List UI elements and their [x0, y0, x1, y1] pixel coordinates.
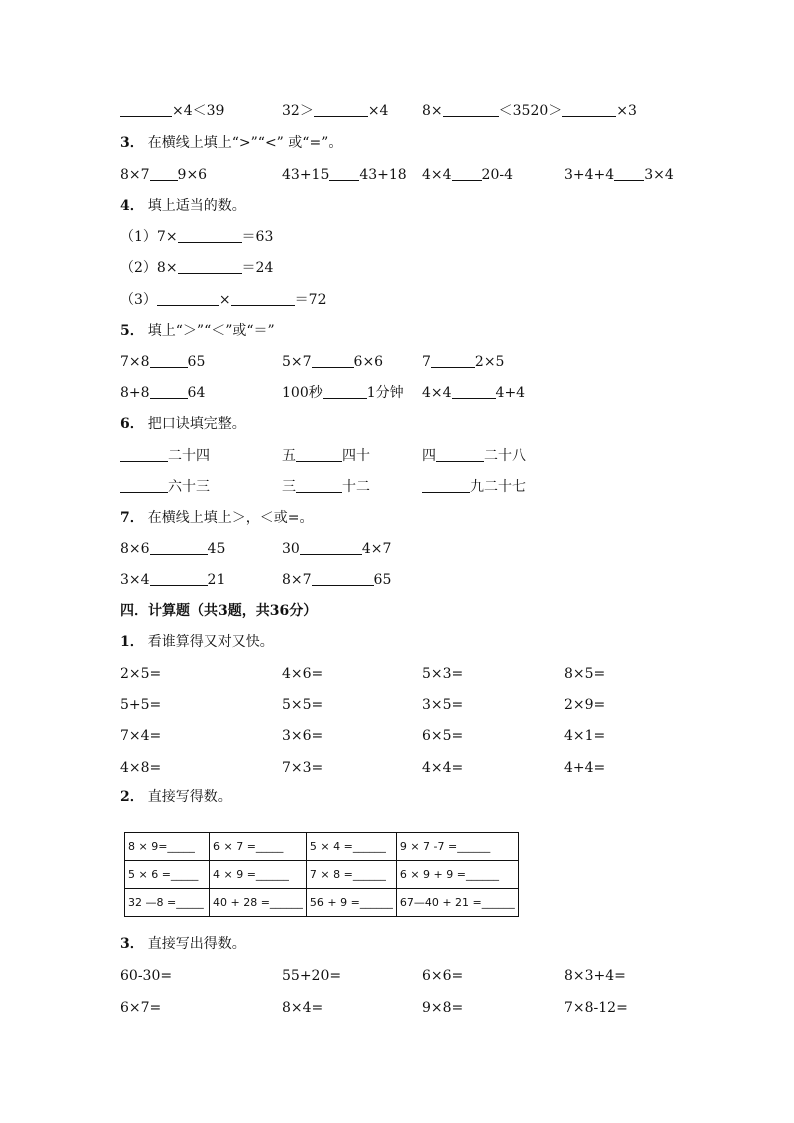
text-fragment: 九二十七	[470, 479, 526, 495]
text-fragment: 二十八	[484, 448, 526, 464]
table-cell[interactable]: 4 × 9 =______	[210, 861, 307, 889]
text-fragment	[282, 538, 391, 560]
text-fragment: 4+4=	[564, 760, 606, 776]
question-4-line-2	[0, 257, 794, 279]
text-fragment: 9×6	[177, 167, 208, 183]
text-fragment: ＝24	[241, 260, 274, 276]
answer-blank[interactable]	[150, 540, 208, 555]
answer-blank[interactable]	[150, 384, 188, 399]
answer-blank[interactable]	[431, 353, 475, 368]
answer-blank[interactable]	[323, 384, 367, 399]
text-fragment: 1分钟	[366, 385, 404, 401]
text-fragment: 7×4=	[120, 728, 162, 744]
compare-item	[422, 164, 513, 186]
text-fragment: 55+20=	[282, 968, 342, 984]
top-fill-line	[0, 100, 794, 122]
text-fragment: 3×6=	[282, 728, 324, 744]
question-3-heading: 3． 在横线上填上“>”“<” 或“=”。	[120, 135, 343, 151]
text-fragment: 4×4	[422, 385, 452, 401]
question-4-line-1	[0, 226, 794, 248]
text-fragment: 45	[207, 541, 226, 557]
text-fragment: 三	[282, 479, 296, 495]
text-fragment: ×4＜39	[172, 103, 225, 119]
table-row	[125, 861, 519, 889]
text-fragment	[282, 476, 370, 498]
answer-blank[interactable]	[157, 291, 219, 306]
text-fragment: ×4	[367, 103, 389, 119]
text-fragment: 8×7	[282, 572, 312, 588]
calc-3-heading: 3． 直接写出得数。	[120, 936, 246, 952]
text-fragment	[282, 351, 383, 373]
answer-blank[interactable]	[562, 102, 616, 117]
text-fragment: 4×6=	[282, 666, 324, 682]
text-fragment: 六十三	[168, 479, 210, 495]
text-fragment: （2）8×	[120, 260, 178, 276]
table-cell[interactable]: 56 + 9 =______	[306, 889, 396, 917]
top-item-1	[120, 100, 224, 122]
text-fragment: 2×5	[474, 354, 505, 370]
text-fragment: 43+18	[359, 167, 407, 183]
text-fragment: 20-4	[481, 167, 513, 183]
text-fragment: ＝72	[294, 292, 327, 308]
question-5-row-1	[0, 351, 794, 373]
text-fragment: 4×1=	[564, 728, 606, 744]
question-5-heading: 5． 填上“＞”“＜”或“＝”	[120, 323, 275, 339]
text-fragment	[120, 382, 205, 404]
answer-blank[interactable]	[443, 102, 499, 117]
text-fragment: 8×4=	[282, 1000, 324, 1016]
question-7-row-2	[0, 569, 794, 591]
calc-1-row	[0, 694, 794, 716]
question-6-row-2	[0, 476, 794, 498]
text-fragment: 65	[187, 354, 206, 370]
compare-item	[282, 164, 407, 186]
text-fragment: 100秒	[282, 385, 323, 401]
calc-1-row	[0, 757, 794, 779]
text-fragment: 4×4	[422, 167, 452, 183]
text-fragment: 64	[187, 385, 206, 401]
answer-blank[interactable]	[329, 166, 359, 181]
text-fragment: 7×8	[120, 354, 150, 370]
text-fragment: 7	[422, 354, 431, 370]
table-cell[interactable]: 9 × 7 -7 =______	[396, 833, 518, 861]
text-fragment: 2×9=	[564, 697, 606, 713]
table-cell[interactable]: 40 + 28 =______	[210, 889, 307, 917]
text-fragment: 3+4+4	[564, 167, 615, 183]
answer-blank[interactable]	[452, 166, 482, 181]
text-fragment: （1）7×	[120, 229, 178, 245]
table-row	[125, 889, 519, 917]
text-fragment: 二十四	[168, 448, 210, 464]
answer-blank[interactable]	[436, 447, 484, 462]
table-cell[interactable]: 7 × 8 =______	[306, 861, 396, 889]
text-fragment: 8×5=	[564, 666, 606, 682]
text-fragment: 6×6	[353, 354, 384, 370]
answer-blank[interactable]	[178, 259, 242, 274]
text-fragment	[120, 226, 273, 248]
table-cell[interactable]: 67—40 + 21 =______	[396, 889, 518, 917]
text-fragment	[120, 351, 205, 373]
text-fragment: 3×4	[120, 572, 150, 588]
text-fragment	[282, 382, 404, 404]
question-4-heading: 4． 填上适当的数。	[120, 198, 246, 214]
text-fragment: 十二	[342, 479, 370, 495]
text-fragment: 5×7	[282, 354, 312, 370]
section-4-title: 四．计算题（共3题，共36分）	[120, 603, 318, 619]
text-fragment	[120, 289, 326, 311]
top-item-3	[422, 100, 637, 122]
text-fragment: 8×7	[120, 167, 150, 183]
text-fragment: 8×	[422, 103, 443, 119]
table-cell[interactable]: 6 × 9 + 9 =______	[396, 861, 518, 889]
answer-blank[interactable]	[300, 540, 362, 555]
answer-blank[interactable]	[614, 166, 644, 181]
text-fragment: 四	[422, 448, 436, 464]
text-fragment: 21	[207, 572, 226, 588]
text-fragment: 65	[373, 572, 392, 588]
answer-blank[interactable]	[178, 228, 242, 243]
text-fragment: 5×5=	[282, 697, 324, 713]
answer-blank[interactable]	[231, 291, 295, 306]
text-fragment	[120, 538, 225, 560]
text-fragment: 3×5=	[422, 697, 464, 713]
table-cell[interactable]: 8 × 9=_____	[125, 833, 210, 861]
text-fragment	[282, 445, 370, 467]
text-fragment: 9×8=	[422, 1000, 464, 1016]
table-cell[interactable]: 6 × 7 =_____	[210, 833, 307, 861]
answer-blank[interactable]	[120, 478, 168, 493]
question-6-row-1	[0, 445, 794, 467]
text-fragment: 30	[282, 541, 300, 557]
answer-blank[interactable]	[296, 478, 342, 493]
calc-3-row	[0, 965, 794, 987]
answer-blank[interactable]	[312, 353, 354, 368]
text-fragment: 8×6	[120, 541, 150, 557]
text-fragment: 四十	[342, 448, 370, 464]
answer-blank[interactable]	[120, 102, 172, 117]
text-fragment: ×	[218, 292, 231, 308]
text-fragment: 60-30=	[120, 968, 173, 984]
text-fragment: 4×8=	[120, 760, 162, 776]
text-fragment	[120, 445, 210, 467]
text-fragment: 8+8	[120, 385, 150, 401]
text-fragment: 4+4	[495, 385, 526, 401]
text-fragment: ＝63	[241, 229, 274, 245]
answer-blank[interactable]	[150, 571, 208, 586]
calc-1-heading: 1． 看谁算得又对又快。	[120, 634, 274, 650]
calc-1-row	[0, 725, 794, 747]
text-fragment	[422, 382, 525, 404]
table-cell[interactable]: 5 × 4 =______	[306, 833, 396, 861]
text-fragment	[422, 445, 526, 467]
question-7-row-1	[0, 538, 794, 560]
text-fragment	[120, 476, 210, 498]
text-fragment: 3×4	[644, 167, 674, 183]
text-fragment	[422, 351, 504, 373]
calc-3-row	[0, 997, 794, 1019]
text-fragment: 6×7=	[120, 1000, 162, 1016]
answer-blank[interactable]	[150, 353, 188, 368]
text-fragment: 2×5=	[120, 666, 162, 682]
text-fragment: ×3	[616, 103, 637, 119]
text-fragment	[282, 569, 391, 591]
text-fragment: 6×6=	[422, 968, 464, 984]
answer-blank[interactable]	[422, 478, 470, 493]
answer-blank[interactable]	[150, 166, 178, 181]
question-7-heading: 7． 在横线上填上＞，＜或=。	[120, 510, 314, 526]
compare-item	[564, 164, 674, 186]
answer-blank[interactable]	[452, 384, 496, 399]
text-fragment: 4×7	[361, 541, 392, 557]
answer-blank[interactable]	[314, 102, 368, 117]
question-4-line-3	[0, 289, 794, 311]
text-fragment	[120, 257, 273, 279]
text-fragment: ＜3520＞	[498, 103, 563, 119]
calc-2-heading: 2． 直接写得数。	[120, 789, 232, 805]
answer-blank[interactable]	[120, 447, 168, 462]
text-fragment: 7×8-12=	[564, 1000, 628, 1016]
text-fragment: 5+5=	[120, 697, 162, 713]
question-5-row-2	[0, 382, 794, 404]
question-6-heading: 6． 把口诀填完整。	[120, 416, 246, 432]
text-fragment	[120, 569, 225, 591]
table-row	[125, 833, 519, 861]
calc-1-row	[0, 663, 794, 685]
text-fragment	[422, 476, 526, 498]
text-fragment: 8×3+4=	[564, 968, 626, 984]
top-item-2	[282, 100, 388, 122]
text-fragment: （3）	[120, 292, 157, 308]
calc-2-table	[124, 832, 519, 917]
answer-blank[interactable]	[296, 447, 342, 462]
text-fragment: 43+15	[282, 167, 330, 183]
table-cell[interactable]: 32 —8 =_____	[125, 889, 210, 917]
text-fragment: 6×5=	[422, 728, 464, 744]
text-fragment: 32＞	[282, 103, 314, 119]
text-fragment: 五	[282, 448, 296, 464]
question-3-items	[0, 164, 794, 186]
compare-item	[120, 164, 207, 186]
text-fragment: 7×3=	[282, 760, 324, 776]
answer-blank[interactable]	[312, 571, 374, 586]
table-cell[interactable]: 5 × 6 =_____	[125, 861, 210, 889]
text-fragment: 4×4=	[422, 760, 464, 776]
text-fragment: 5×3=	[422, 666, 464, 682]
